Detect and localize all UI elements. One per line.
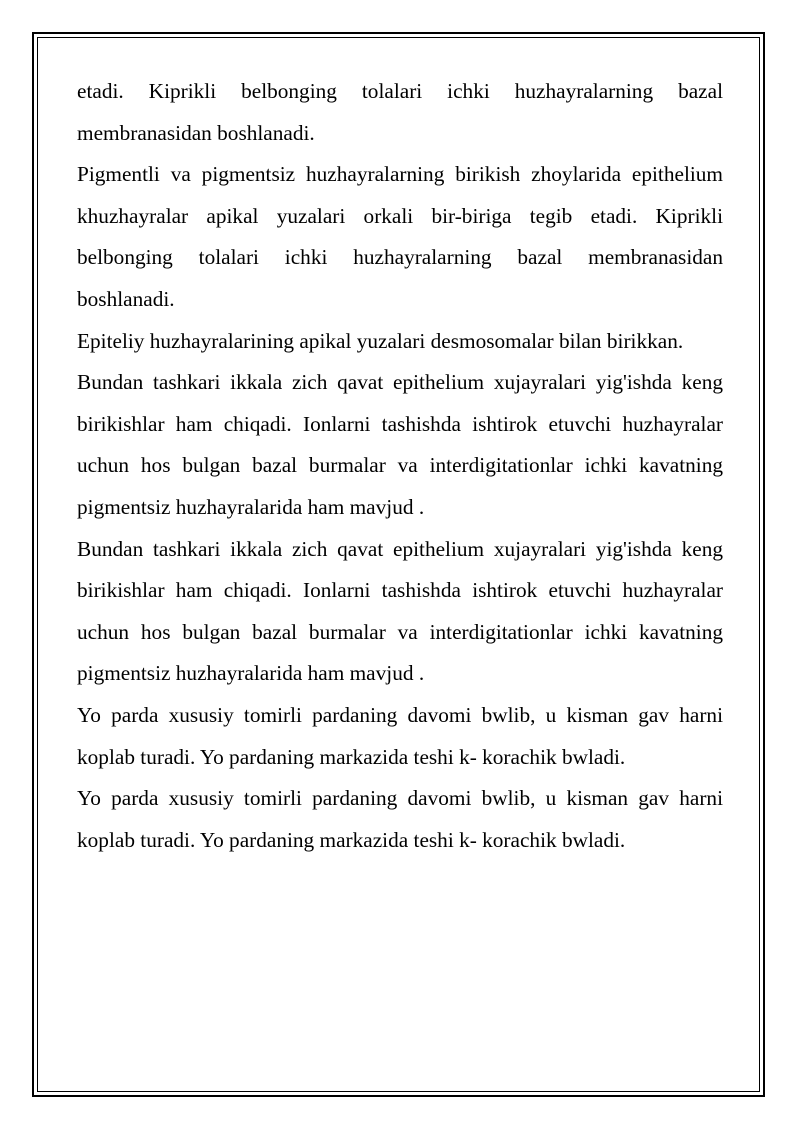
paragraph-2: Pigmentli va pigmentsiz huzhayralarning birikish zhoylarida epithelium khuzhayralar apikal yuzalari orkali bir-biriga tegib etadi. Kiprikli belbonging tolalari ichki huzhayralarning bazal membranasidan boshlanadi.: [77, 162, 723, 311]
paragraph-5: Bundan tashkari ikkala zich qavat epithelium xujayralari yig'ishda keng birikishlar ham chiqadi. Ionlarni tashishda ishtirok etuvchi huzhayralar uchun hos bulgan bazal burmalar va interdigitationlar ichki kavatning pigmentsiz huzhayralarida ham mavjud .: [77, 536, 723, 686]
paragraph-1: etadi. Kiprikli belbonging tolalari ichki huzhayralarning bazal membranasidan boshlanadi.: [77, 79, 723, 145]
paragraph-7: Yo parda xususiy tomirli pardaning davomi bwlib, u kisman gav harni koplab turadi. Yo pardaning markazida teshi k- korachik bwladi.: [77, 786, 723, 852]
paragraph-4: Bundan tashkari ikkala zich qavat epithelium xujayralari yig'ishda keng birikishlar ham chiqadi. Ionlarni tashishda ishtirok etuvchi huzhayralar uchun hos bulgan bazal burmalar va interdigitationlar ichki kavatning pigmentsiz huzhayralarida ham mavjud .: [77, 370, 723, 519]
paragraph-3: Epiteliy huzhayralarining apikal yuzalari desmosomalar bilan birikkan.: [77, 328, 684, 353]
document-body: [77, 71, 723, 861]
paragraph-6: Yo parda xususiy tomirli pardaning davomi bwlib, u kisman gav harni koplab turadi. Yo pardaning markazida teshi k- korachik bwladi.: [77, 702, 723, 769]
